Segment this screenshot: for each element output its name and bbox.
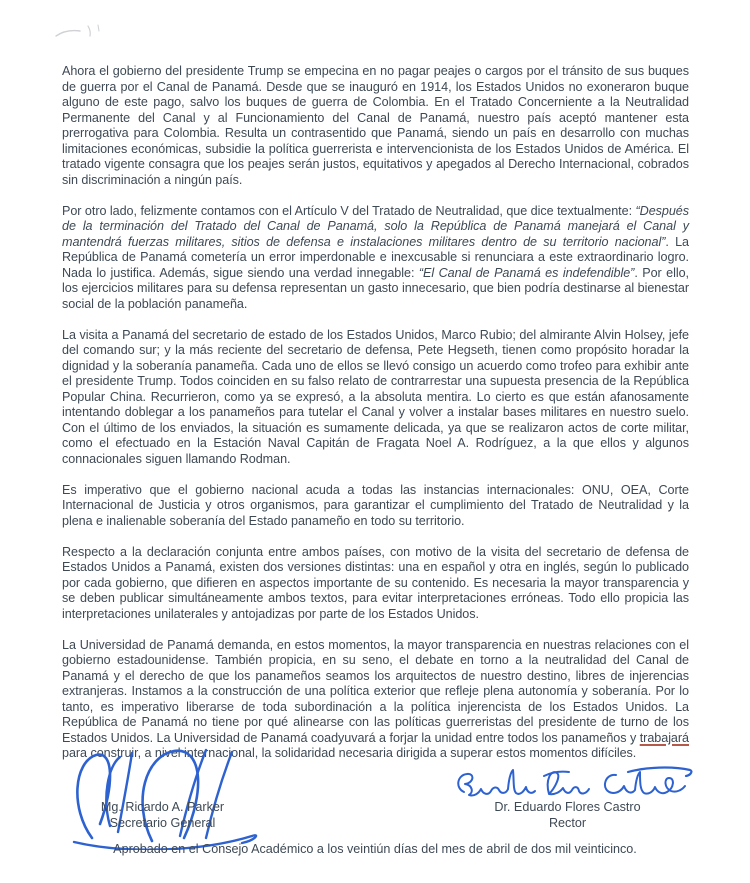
paragraph: La Universidad de Panamá demanda, en estos momentos, la mayor transparencia en nuestras relaciones con el gobierno estadounidense. También propicia, en su seno, el debate en torno a la neutralidad del Canal de Panamá y el derecho de que los panameños seamos los arquitectos de nuestro destino, libres de injerencias extranjeras. Instamos a la construcción de una política exterior que refleje plena autonomía y soberanía. Por lo tanto, es imperativo liberarse de toda subordinación a la política injerencista de los Estados Unidos. La República de Panamá no tiene por qué alinearse con las políticas guerreristas del presidente de turno de los Estados Unidos. La Universidad de Panamá coadyuvará a forjar la unidad entre todos los panameños y trabajará para construir, a nivel internacional, la solidaridad necesaria dirigida a superar estos momentos difíciles. [62, 637, 689, 760]
signatory-right-name: Dr. Eduardo Flores Castro [494, 800, 641, 814]
signatory-left-name: Mg. Ricardo A. Parker [100, 800, 225, 814]
signatory-right-title: Rector [548, 816, 587, 830]
pencil-smudge-mark [52, 20, 122, 46]
paragraph: Es imperativo que el gobierno nacional acuda a todas las instancias internacionales: ONU, OEA, Corte Internacional de Justicia y otros organismos, para garantizar el cumplimiento del Tratado de Neutralidad y la plena e inalienable soberanía del Estado panameño en todo su territorio. [62, 482, 689, 528]
signatory-left-title: Secretario General [109, 816, 216, 830]
paragraph: La visita a Panamá del secretario de estado de los Estados Unidos, Marco Rubio; del almirante Alvin Holsey, jefe del comando sur; y la más reciente del secretario de defensa, Pete Hegseth, tienen como propósito horadar la dignidad y la soberanía panameña. Cada uno de ellos se llevó consigo un acuerdo como trofeo para exhibir ante el presidente Trump. Todos coinciden en su falso relato de contrarrestar una supuesta presencia de la República Popular China. Recurrieron, como ya se expresó, a la absoluta mentira. Lo cierto es que están afanosamente intentando doblegar a los panameños para tutelar el Canal y volver a instalar bases militares en nuestro suelo. Con el último de los enviados, la situación es sumamente delicada, ya que se realizaron actos de corte militar, como el efectuado en la Estación Naval Capitán de Fragata Noel A. Rodríguez, a la que ellos y algunos connacionales siguen llamando Rodman. [62, 327, 689, 466]
paragraph: Por otro lado, felizmente contamos con el Artículo V del Tratado de Neutralidad, que dice textualmente: “Después de la terminación del Tratado del Canal de Panamá, solo la República de Panamá manejará el Canal y mantendrá fuerzas militares, sitios de defensa e instalaciones militares dentro de su territorio nacional”. La República de Panamá cometería un error imperdonable e inexcusable si renunciara a este extraordinario logro. Nada lo justifica. Además, sigue siendo una verdad innegable: “El Canal de Panamá es indefendible”. Por ello, los ejercicios militares para su defensa representan un gasto innecesario, que bien podría destinarse al bienestar social de la población panameña. [62, 203, 690, 311]
approval-line: Aprobado en el Consejo Académico a los veintiún días del mes de abril de dos mil veinticinco. [113, 842, 637, 856]
document-body [62, 64, 689, 777]
signatory-left-block [55, 799, 270, 831]
paragraph: Ahora el gobierno del presidente Trump se empecina en no pagar peajes o cargos por el tránsito de sus buques de guerra por el Canal de Panamá. Desde que se inauguró en 1914, los Estados Unidos no exoneraron buque alguno de este pago, salvo los buques de guerra de Colombia. En el Tratado Concerniente a la Neutralidad Permanente del Canal y al Funcionamiento del Canal de Panamá, nuestro país aceptó mantener esta prerrogativa para Colombia. Resulta un contrasentido que Panamá, siendo un país en desarrollo con muchas limitaciones económicas, subsidie la política guerrerista e intervencionista de los Estados Unidos de América. El tratado vigente consagra que los peajes serán justos, equitativos y apegados al Derecho Internacional, cobrados sin discriminación a ningún país. [62, 64, 689, 187]
signatory-right-block [455, 799, 680, 831]
paragraph: Respecto a la declaración conjunta entre ambos países, con motivo de la visita del secretario de defensa de Estados Unidos a Panamá, existen dos versiones distintas: una en español y otra en inglés, según lo publicado por cada gobierno, que difieren en aspectos importante de su contenido. Es necesaria la mayor transparencia y se deben publicar simultáneamente ambos textos, para evitar interpretaciones erróneas. Todo ello propicia las interpretaciones unilaterales y antojadizas por parte de los Estados Unidos. [62, 544, 689, 621]
